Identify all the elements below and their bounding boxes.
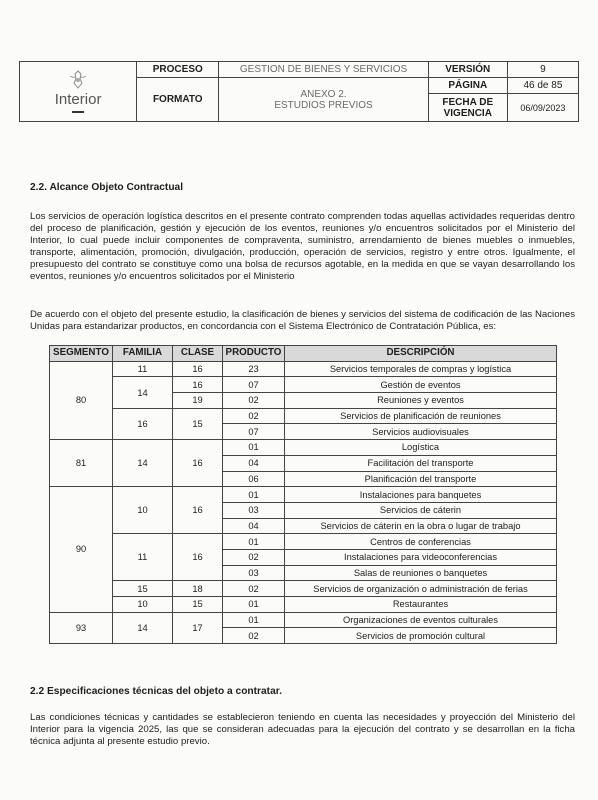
descripcion-cell: Salas de reuniones o banquetes — [285, 565, 557, 581]
producto-cell: 07 — [223, 424, 285, 440]
logo-text: Interior — [54, 91, 102, 108]
pagina-value: 46 de 85 — [507, 78, 578, 94]
section-title-especificaciones: 2.2 Especificaciones técnicas del objeto a contratar. — [30, 686, 282, 697]
descripcion-cell: Gestión de eventos — [285, 377, 557, 393]
descripcion-cell: Facilitación del transporte — [285, 455, 557, 471]
familia-cell: 14 — [113, 612, 173, 643]
clasificacion-intro-paragraph: De acuerdo con el objeto del presente estudio, la clasificación de bienes y servicios del sistema de codificación de las Naciones Unidas para estandarizar productos, en concordancia con el Sistema Electrónico de Contratación Pública, es: — [30, 309, 575, 332]
section-title-alcance: 2.2. Alcance Objeto Contractual — [30, 182, 184, 193]
column-header-segmento: SEGMENTO — [50, 346, 113, 362]
descripcion-cell: Organizaciones de eventos culturales — [285, 612, 557, 628]
descripcion-cell: Instalaciones para videoconferencias — [285, 549, 557, 565]
table-row — [50, 440, 557, 456]
descripcion-cell: Centros de conferencias — [285, 534, 557, 550]
table-row — [50, 487, 557, 503]
familia-cell: 10 — [113, 597, 173, 613]
segmento-cell: 81 — [50, 440, 113, 487]
descripcion-cell: Restaurantes — [285, 597, 557, 613]
producto-cell: 02 — [223, 408, 285, 424]
producto-cell: 01 — [223, 487, 285, 503]
clase-cell: 18 — [173, 581, 223, 597]
producto-cell: 03 — [223, 502, 285, 518]
unspsc-classification-table — [49, 345, 557, 644]
anexo-line2: ESTUDIOS PREVIOS — [274, 99, 373, 111]
proceso-label: PROCESO — [137, 62, 219, 78]
table-row — [50, 597, 557, 613]
table-row — [50, 408, 557, 424]
logo-cell — [20, 62, 137, 122]
segmento-cell: 90 — [50, 487, 113, 613]
descripcion-cell: Reuniones y eventos — [285, 393, 557, 409]
familia-cell: 15 — [113, 581, 173, 597]
segmento-cell: 93 — [50, 612, 113, 643]
descripcion-cell: Servicios de cáterin — [285, 502, 557, 518]
clase-cell: 16 — [173, 534, 223, 581]
clase-cell: 15 — [173, 597, 223, 613]
clase-cell: 17 — [173, 612, 223, 643]
descripcion-cell: Servicios de promoción cultural — [285, 628, 557, 644]
ministry-logo — [24, 70, 132, 113]
producto-cell: 04 — [223, 455, 285, 471]
familia-cell: 11 — [113, 361, 173, 377]
descripcion-cell: Servicios de organización o administración de ferias — [285, 581, 557, 597]
descripcion-cell: Planificación del transporte — [285, 471, 557, 487]
clase-cell: 16 — [173, 361, 223, 377]
especificaciones-paragraph: Las condiciones técnicas y cantidades se establecieron teniendo en cuenta las necesidades y proyección del Ministerio del Interior para la vigencia 2025, las que se consideran adecuadas para la ejecución del contrato y se desarrollan en la ficha técnica adjunta al presente estudio previo. — [30, 712, 575, 747]
formato-label: FORMATO — [137, 78, 219, 122]
descripcion-cell: Servicios temporales de compras y logística — [285, 361, 557, 377]
segmento-cell: 80 — [50, 361, 113, 439]
producto-cell: 02 — [223, 393, 285, 409]
table-row — [50, 581, 557, 597]
document-header — [19, 61, 579, 122]
anexo-line1: ANEXO 2. — [300, 88, 347, 100]
formato-value — [219, 78, 428, 122]
producto-cell: 23 — [223, 361, 285, 377]
fecha-vigencia-value: 06/09/2023 — [507, 94, 578, 122]
familia-cell: 14 — [113, 440, 173, 487]
familia-cell: 14 — [113, 377, 173, 408]
clase-cell: 16 — [173, 487, 223, 534]
coat-of-arms-icon — [67, 70, 89, 90]
clase-cell: 19 — [173, 393, 223, 409]
producto-cell: 01 — [223, 597, 285, 613]
producto-cell: 02 — [223, 581, 285, 597]
fecha-vigencia-label — [428, 94, 507, 122]
version-label: VERSIÓN — [428, 62, 507, 78]
table-row — [50, 377, 557, 393]
fecha-label-line1: FECHA DE — [442, 96, 494, 108]
producto-cell: 01 — [223, 612, 285, 628]
alcance-paragraph: Los servicios de operación logística descritos en el presente contrato comprenden todas aquellas actividades requeridas dentro del proceso de planificación, gestión y ejecución de los eventos, reuniones y/o encuentros solicitados por el Ministerio del Interior, lo cual puede incluir componentes de compraventa, suministro, arrendamiento de bienes muebles o inmuebles, transporte, alimentación, promoción, divulgación, producción, operación de servicios, registro y entre otros. Igualmente, el presupuesto del contrato se constituye como una bolsa de recursos agotable, en la medida en que se vayan desarrollando los eventos, reuniones y/o encuentros solicitados por el Ministerio — [30, 211, 575, 282]
descripcion-cell: Instalaciones para banquetes — [285, 487, 557, 503]
producto-cell: 07 — [223, 377, 285, 393]
column-header-descripcion: DESCRIPCIÓN — [285, 346, 557, 362]
column-header-familia: FAMILIA — [113, 346, 173, 362]
clase-cell: 16 — [173, 377, 223, 393]
familia-cell: 16 — [113, 408, 173, 439]
proceso-value: GESTION DE BIENES Y SERVICIOS — [219, 62, 428, 78]
familia-cell: 11 — [113, 534, 173, 581]
column-header-producto: PRODUCTO — [223, 346, 285, 362]
table-row — [50, 534, 557, 550]
table-row — [50, 612, 557, 628]
producto-cell: 02 — [223, 549, 285, 565]
pagina-label: PÁGINA — [428, 78, 507, 94]
producto-cell: 02 — [223, 628, 285, 644]
producto-cell: 03 — [223, 565, 285, 581]
clase-cell: 15 — [173, 408, 223, 439]
producto-cell: 04 — [223, 518, 285, 534]
version-value: 9 — [507, 62, 578, 78]
descripcion-cell: Servicios de cáterin en la obra o lugar de trabajo — [285, 518, 557, 534]
producto-cell: 06 — [223, 471, 285, 487]
table-row — [50, 361, 557, 377]
descripcion-cell: Servicios de planificación de reuniones — [285, 408, 557, 424]
descripcion-cell: Servicios audiovisuales — [285, 424, 557, 440]
logo-underline — [72, 111, 84, 113]
descripcion-cell: Logística — [285, 440, 557, 456]
fecha-label-line2: VIGENCIA — [443, 107, 492, 119]
table-header-row — [50, 346, 557, 362]
producto-cell: 01 — [223, 534, 285, 550]
familia-cell: 10 — [113, 487, 173, 534]
column-header-clase: CLASE — [173, 346, 223, 362]
producto-cell: 01 — [223, 440, 285, 456]
clase-cell: 16 — [173, 440, 223, 487]
